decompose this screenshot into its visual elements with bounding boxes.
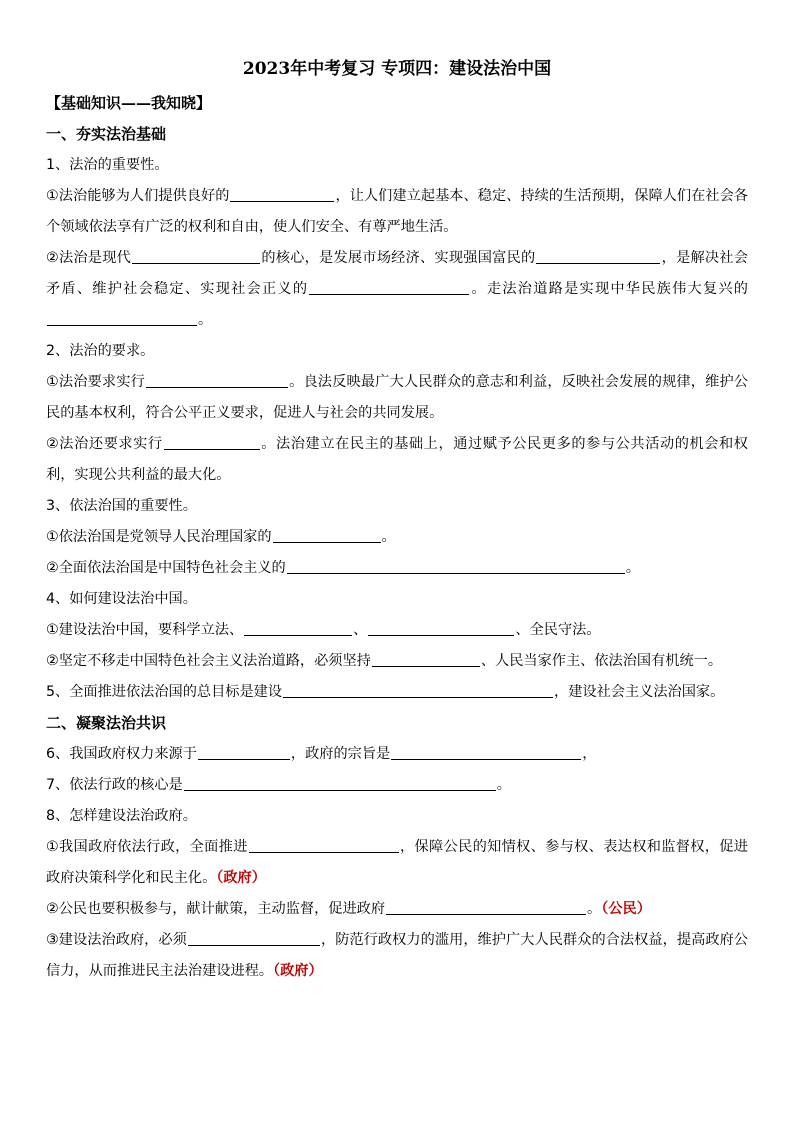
text: 、 bbox=[353, 622, 368, 638]
question-1b bbox=[46, 243, 748, 336]
question-3-heading: 3、依法治国的重要性。 bbox=[46, 498, 197, 514]
question-3b bbox=[46, 553, 748, 584]
text: 7、依法行政的核心是 bbox=[46, 777, 183, 793]
question-3a bbox=[46, 522, 748, 553]
answer-blank[interactable] bbox=[198, 744, 290, 760]
answer-blank[interactable] bbox=[230, 186, 334, 202]
text: 。 bbox=[496, 777, 511, 793]
text: ①建设法治中国，要科学立法、 bbox=[46, 622, 244, 638]
text: ①我国政府依法行政，全面推进 bbox=[46, 839, 248, 855]
question-1-heading: 1、法治的重要性。 bbox=[46, 157, 169, 173]
question-2a bbox=[46, 367, 748, 429]
text: ①依法治国是党领导人民治理国家的 bbox=[46, 529, 272, 545]
text: 的核心，是发展市场经济、实现强国富民的 bbox=[261, 250, 536, 266]
text: 。 bbox=[381, 529, 396, 545]
text: ，保障公民的知情权、参与权、表达权和监督权，促进政府决策科学化和民主化。 bbox=[46, 839, 748, 886]
page-title: 2023年中考复习 专项四：建设法治中国 bbox=[242, 59, 552, 79]
text: ③建设法治政府，必须 bbox=[46, 932, 187, 948]
question-1a bbox=[46, 181, 748, 243]
answer-blank[interactable] bbox=[536, 248, 660, 264]
question-8a bbox=[46, 832, 748, 894]
text: ， bbox=[582, 746, 597, 762]
answer-blank[interactable] bbox=[184, 775, 496, 791]
question-7 bbox=[46, 770, 748, 801]
answer-blank[interactable] bbox=[244, 620, 352, 636]
text: 。 bbox=[587, 901, 602, 917]
question-5 bbox=[46, 677, 748, 708]
answer-blank[interactable] bbox=[164, 434, 260, 450]
question-8-heading: 8、怎样建设法治政府。 bbox=[46, 808, 197, 824]
question-6 bbox=[46, 739, 748, 770]
basic-knowledge-heading: 【基础知识——我知晓】 bbox=[46, 94, 212, 112]
text: 。 bbox=[625, 560, 640, 576]
section-1-heading: 一、夯实法治基础 bbox=[46, 125, 167, 143]
text: 。走法治道路是实现中华民族伟大复兴的 bbox=[470, 281, 748, 297]
answer-blank[interactable] bbox=[283, 682, 553, 698]
answer-blank[interactable] bbox=[273, 527, 381, 543]
text: 6、我国政府权力来源于 bbox=[46, 746, 197, 762]
text: 。良法反映最广大人民群众的意志和利益，反映社会发展的规律，维护公民的基本权利，符合公平正义要求，促进人与社会的共同发展。 bbox=[46, 374, 748, 421]
question-4b bbox=[46, 646, 748, 677]
role-tag-citizen: （公民） bbox=[601, 901, 651, 917]
role-tag-government: （政府） bbox=[273, 963, 323, 979]
question-2b bbox=[46, 429, 748, 491]
text: ，防范行政权力的滥用，维护广大人民群众的合法权益，提高政府公信力，从而推进民主法治建设进程。 bbox=[46, 932, 748, 979]
answer-blank[interactable] bbox=[368, 620, 514, 636]
answer-blank[interactable] bbox=[188, 930, 320, 946]
text: ，是解决社会矛盾、维护社会稳定、实现社会正义的 bbox=[46, 250, 748, 297]
question-2-heading: 2、法治的要求。 bbox=[46, 343, 155, 359]
text: 、人民当家作主、依法治国有机统一。 bbox=[480, 653, 723, 669]
text: ，政府的宗旨是 bbox=[290, 746, 391, 762]
text: 、全民守法。 bbox=[515, 622, 601, 638]
worksheet bbox=[46, 56, 748, 987]
text: ，让人们建立起基本、稳定、持续的生活预期，保障人们在社会各个领域依法享有广泛的权利和自由，使人们安全、有尊严地生活。 bbox=[46, 188, 748, 235]
text: ①法治要求实行 bbox=[46, 374, 145, 390]
answer-blank[interactable] bbox=[372, 651, 480, 667]
question-4-heading: 4、如何建设法治中国。 bbox=[46, 591, 197, 607]
text: ②坚定不移走中国特色社会主义法治道路，必须坚持 bbox=[46, 653, 371, 669]
answer-blank[interactable] bbox=[309, 279, 469, 295]
answer-blank[interactable] bbox=[287, 558, 625, 574]
text: ②法治是现代 bbox=[46, 250, 132, 266]
text: 。 bbox=[198, 312, 213, 328]
answer-blank[interactable] bbox=[386, 899, 586, 915]
text: 。法治建立在民主的基础上，通过赋予公民更多的参与公共活动的机会和权利，实现公共利益的最大化。 bbox=[46, 436, 748, 483]
text: ②全面依法治国是中国特色社会主义的 bbox=[46, 560, 286, 576]
section-2-heading: 二、凝聚法治共识 bbox=[46, 714, 167, 732]
question-8b bbox=[46, 894, 748, 925]
text: ①法治能够为人们提供良好的 bbox=[46, 188, 230, 204]
answer-blank[interactable] bbox=[249, 837, 399, 853]
text: ②法治还要求实行 bbox=[46, 436, 163, 452]
question-4a bbox=[46, 615, 748, 646]
question-8c bbox=[46, 925, 748, 987]
answer-blank[interactable] bbox=[146, 372, 288, 388]
answer-blank[interactable] bbox=[391, 744, 581, 760]
answer-blank[interactable] bbox=[47, 310, 197, 326]
text: ②公民也要积极参与，献计献策，主动监督，促进政府 bbox=[46, 901, 386, 917]
text: 5、全面推进依法治国的总目标是建设 bbox=[46, 684, 283, 700]
role-tag-government: （政府） bbox=[216, 870, 266, 886]
text: ，建设社会主义法治国家。 bbox=[554, 684, 725, 700]
answer-blank[interactable] bbox=[132, 248, 260, 264]
